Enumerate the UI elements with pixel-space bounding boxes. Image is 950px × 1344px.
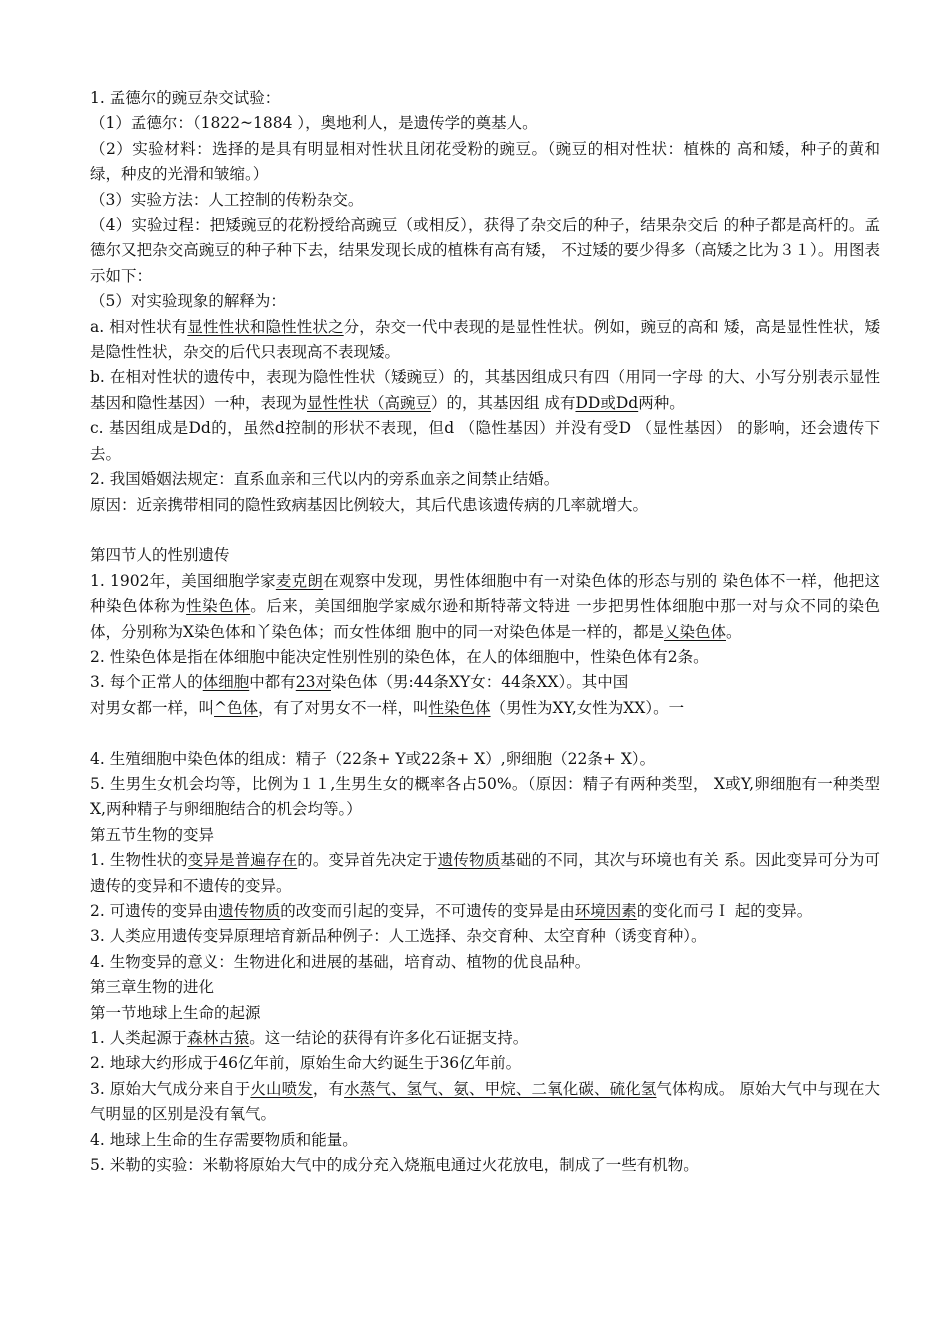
text-paragraph xyxy=(90,188,880,213)
underlined-term: 遗传物质 xyxy=(437,851,501,870)
text-paragraph xyxy=(90,823,880,848)
text-paragraph xyxy=(90,1128,880,1153)
underlined-term: 乂染色体 xyxy=(663,622,726,641)
text-run: 分，杂交一代中表现的是显性性状。例如，豌豆的高和 矮，高是显性性状，矮是隐性性状，杂交的后代只表现高不表现矮。 xyxy=(90,317,880,362)
text-run: 3. 每个正常人的 xyxy=(90,673,203,692)
underlined-term: DD或Dd xyxy=(575,393,639,412)
text-paragraph xyxy=(90,315,880,366)
text-paragraph xyxy=(90,1077,880,1128)
underlined-term: 火山喷发 xyxy=(250,1079,313,1098)
text-run: ，有 xyxy=(312,1079,345,1098)
text-run: 2. 性染色体是指在体细胞中能决定性别性别的染色体，在人的体细胞中，性染色体有2条。 xyxy=(90,647,709,666)
text-run: 1. 1902年，美国细胞学家 xyxy=(90,571,276,590)
text-run: 2. 地球大约形成于46亿年前，原始生命大约诞生于36亿年前。 xyxy=(90,1054,522,1073)
text-paragraph xyxy=(90,848,880,899)
underlined-term: ^色体 xyxy=(214,698,259,717)
underlined-term: 显性性状（高豌豆 xyxy=(307,393,432,412)
underlined-term: 性染色体 xyxy=(428,698,491,717)
text-run: 的变化而弓Ｉ 起的变异。 xyxy=(636,901,813,920)
text-paragraph xyxy=(90,543,880,568)
text-run: 1. 人类起源于 xyxy=(90,1029,188,1047)
text-paragraph xyxy=(90,975,880,1000)
underlined-term: 显性性状和隐性性状之 xyxy=(187,317,344,336)
text-paragraph xyxy=(90,416,880,467)
text-run: （1）孟德尔：（1822~1884 ），奥地利人，是遗传学的奠基人。 xyxy=(90,114,538,133)
text-run: 。这一结论的获得有许多化石证据支持。 xyxy=(249,1029,529,1047)
text-paragraph xyxy=(90,772,880,823)
text-run: 4. 生物变异的意义：生物进化和进展的基础，培育动、植物的优良品种。 xyxy=(90,952,591,971)
underlined-term: 环境因素 xyxy=(574,901,637,920)
text-run: 两种。 xyxy=(638,393,685,412)
text-run: 第四节人的性别遗传 xyxy=(90,546,230,565)
text-paragraph xyxy=(90,365,880,416)
text-run: 染色体（男:44条XY女：44条XX）。其中国 xyxy=(330,673,629,692)
text-run: 5. 米勒的实验：米勒将原始大气中的成分充入烧瓶电通过火花放电，制成了一些有机物。 xyxy=(90,1156,699,1175)
text-paragraph xyxy=(90,493,880,518)
text-run: c. 基因组成是Dd的，虽然d控制的形状不表现，但d （隐性基因）并没有受D （显性基因） 的影响，还会遗传下去。 xyxy=(90,419,880,463)
text-paragraph xyxy=(90,747,880,772)
underlined-term: 体细胞 xyxy=(202,673,250,692)
text-paragraph xyxy=(90,1026,880,1051)
text-run: 对男女都一样，叫 xyxy=(90,698,215,717)
underlined-term: 变异是普遍存在 xyxy=(187,851,298,870)
text-run: 的改变而引起的变异，不可遗传的变异是由 xyxy=(280,901,575,920)
text-paragraph xyxy=(90,111,880,136)
underlined-term: 遗传物质 xyxy=(218,901,281,920)
text-run: 5. 生男生女机会均等，比例为１１,生男生女的概率各占50%。（原因：精子有两种类型， X或Y,卵细胞有一种类型X,两种精子与卵细胞结合的机会均等。） xyxy=(90,774,880,819)
text-run: 第一节地球上生命的起源 xyxy=(90,1003,261,1022)
text-run: 4. 地球上生命的生存需要物质和能量。 xyxy=(90,1130,358,1149)
text-run: 气体构成。 原始大气中与现在大气明显的区别是没有氧气。 xyxy=(90,1079,880,1124)
text-paragraph xyxy=(90,645,880,670)
text-paragraph xyxy=(90,86,880,111)
text-run: （5）对实验现象的解释为： xyxy=(90,292,286,311)
underlined-term: 23对 xyxy=(295,673,331,692)
text-run: （3）实验方法：人工控制的传粉杂交。 xyxy=(90,190,364,209)
text-run: （4）实验过程：把矮豌豆的花粉授给高豌豆（或相反），获得了杂交后的种子，结果杂交后 的种子都是高杆的。孟德尔又把杂交高豌豆的种子种下去，结果发现长成的植株有高有矮， 不过矮的要少得多（高矮之比为３１）。用图表示如下： xyxy=(90,216,880,285)
text-paragraph xyxy=(90,1051,880,1076)
text-paragraph xyxy=(90,289,880,314)
text-paragraph xyxy=(90,950,880,975)
text-paragraph xyxy=(90,569,880,645)
text-run: 原因：近亲携带相同的隐性致病基因比例较大，其后代患该遗传病的几率就增大。 xyxy=(90,495,649,514)
underlined-term: 麦克朗 xyxy=(275,571,324,590)
text-run: 1. 孟德尔的豌豆杂交试验： xyxy=(90,89,281,107)
text-paragraph xyxy=(90,670,880,695)
text-paragraph xyxy=(90,518,880,543)
text-paragraph xyxy=(90,924,880,949)
text-run: 4. 生殖细胞中染色体的组成：精子（22条+ Y或22条+ X）,卵细胞（22条+ X）。 xyxy=(90,749,656,768)
text-paragraph xyxy=(90,696,880,721)
text-run: （男性为XY,女性为XX）。一 xyxy=(490,698,685,717)
text-paragraph xyxy=(90,1153,880,1178)
text-paragraph xyxy=(90,899,880,924)
text-run: a. 相对性状有 xyxy=(90,317,188,336)
text-run: ，有了对男女不一样，叫 xyxy=(258,698,429,717)
underlined-term: 森林古猿 xyxy=(187,1029,250,1047)
text-run: ）的，其基因组 成有 xyxy=(431,393,576,412)
text-paragraph xyxy=(90,213,880,289)
text-paragraph xyxy=(90,137,880,188)
text-paragraph xyxy=(90,721,880,746)
text-run: （2）实验材料：选择的是具有明显相对性状且闭花受粉的豌豆。（豌豆的相对性状：植株的 高和矮，种子的黄和绿，种皮的光滑和皱缩。） xyxy=(90,139,880,184)
text-run: 基础的不同，其次与环境也有关 系。因此变异可分为可遗传的变异和不遗传的变异。 xyxy=(90,851,880,895)
text-run: 3. 人类应用遗传变异原理培育新品种例子：人工选择、杂交育种、太空育种（诱变育种）。 xyxy=(90,927,707,946)
text-paragraph xyxy=(90,467,880,492)
underlined-term: 性染色体 xyxy=(186,597,251,616)
text-run: b. 在相对性状的遗传中，表现为隐性性状（矮豌豆）的，其基因组成只有四（用同一字母 的大、小写分别表示显性基因和隐性基因）一种，表现为 xyxy=(90,368,880,412)
text-run: 的。变异首先决定于 xyxy=(297,851,438,870)
document-body xyxy=(90,86,880,1178)
underlined-term: 水蒸气、氢气、氨、甲烷、二氧化碳、硫化氢 xyxy=(344,1079,657,1098)
text-run: 1. 生物性状的 xyxy=(90,851,188,870)
text-run: 中都有 xyxy=(249,673,296,692)
text-run: 2. 可遗传的变异由 xyxy=(90,901,219,920)
text-run: 第三章生物的进化 xyxy=(90,978,215,997)
text-run: 3. 原始大气成分来自于 xyxy=(90,1079,251,1098)
text-run: 在观察中发现，男性体细胞中有一对染色体的形态与别的 染色体不一样，他把这种染色体称为 xyxy=(90,571,880,616)
text-run: 。后来，美国细胞学家威尔逊和斯特蒂文特进 一步把男性体细胞中那一对与众不同的染色体，分别称为X染色体和丫染色体；而女性体细 胞中的同一对染色体是一样的，都是 xyxy=(90,597,880,641)
text-paragraph xyxy=(90,1001,880,1026)
text-run: 2. 我国婚姻法规定：直系血亲和三代以内的旁系血亲之间禁止结婚。 xyxy=(90,470,560,489)
text-run: 。 xyxy=(725,622,742,641)
text-run: 第五节生物的变异 xyxy=(90,825,215,844)
